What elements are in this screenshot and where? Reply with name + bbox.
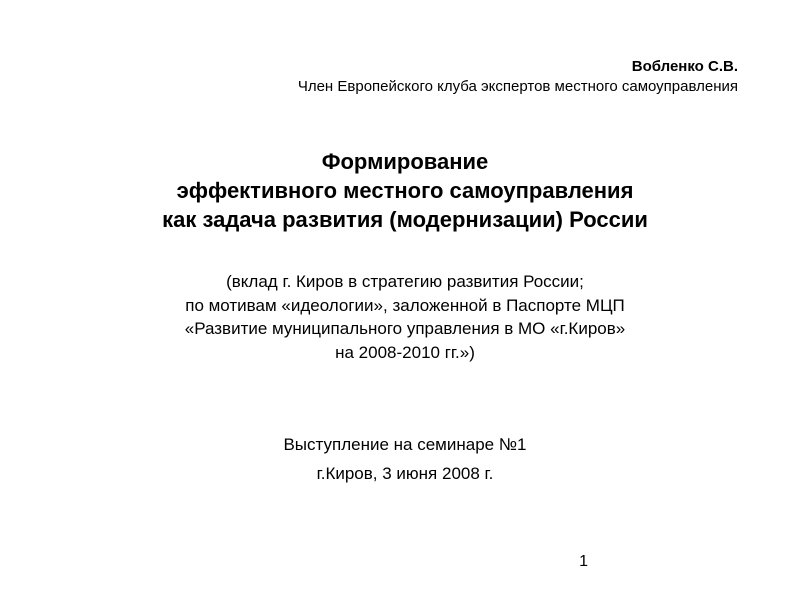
event-date-place: г.Киров, 3 июня 2008 г.	[316, 464, 494, 483]
author-role: Член Европейского клуба экспертов местного самоуправления	[297, 78, 738, 95]
title-line: эффективного местного самоуправления	[176, 178, 634, 203]
subtitle-line: (вклад г. Киров в стратегию развития России;	[226, 272, 584, 291]
subtitle-line: на 2008-2010 гг.»)	[335, 342, 475, 362]
event-info	[0, 430, 800, 488]
author-name: Вобленко С.В.	[631, 58, 738, 75]
slide-title	[0, 147, 800, 234]
event-title: Выступление на семинаре №1	[283, 435, 527, 454]
page-number: 1	[579, 553, 588, 570]
title-line: Формирование	[321, 149, 489, 174]
author-block	[298, 57, 738, 97]
slide-subtitle	[0, 270, 800, 364]
title-line: как задача развития (модернизации) России	[162, 207, 648, 232]
subtitle-line: по мотивам «идеологии», заложенной в Паспорте МЦП	[185, 295, 625, 315]
subtitle-line: «Развитие муниципального управления в МО «г.Киров»	[184, 319, 626, 338]
